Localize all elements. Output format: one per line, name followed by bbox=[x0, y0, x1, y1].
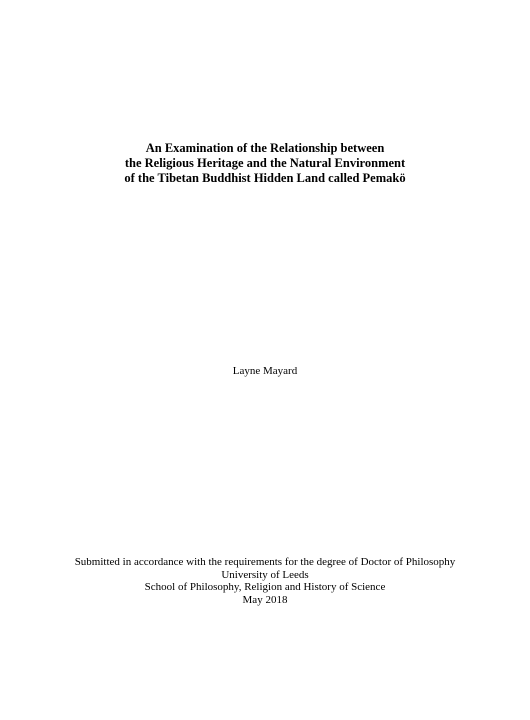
submission-date: May 2018 bbox=[242, 593, 288, 606]
author-name: Layne Mayard bbox=[232, 365, 298, 377]
university-name: University of Leeds bbox=[221, 568, 309, 581]
thesis-title-line-2: the Religious Heritage and the Natural Environment bbox=[124, 156, 406, 170]
submission-statement bbox=[0, 556, 530, 606]
thesis-title bbox=[0, 141, 530, 186]
thesis-title-line-3: of the Tibetan Buddhist Hidden Land called Pemakö bbox=[124, 171, 406, 185]
school-name: School of Philosophy, Religion and History of Science bbox=[144, 581, 386, 593]
thesis-title-line-1: An Examination of the Relationship between bbox=[145, 141, 385, 155]
degree-statement: Submitted in accordance with the requirements for the degree of Doctor of Philosophy bbox=[74, 556, 456, 568]
